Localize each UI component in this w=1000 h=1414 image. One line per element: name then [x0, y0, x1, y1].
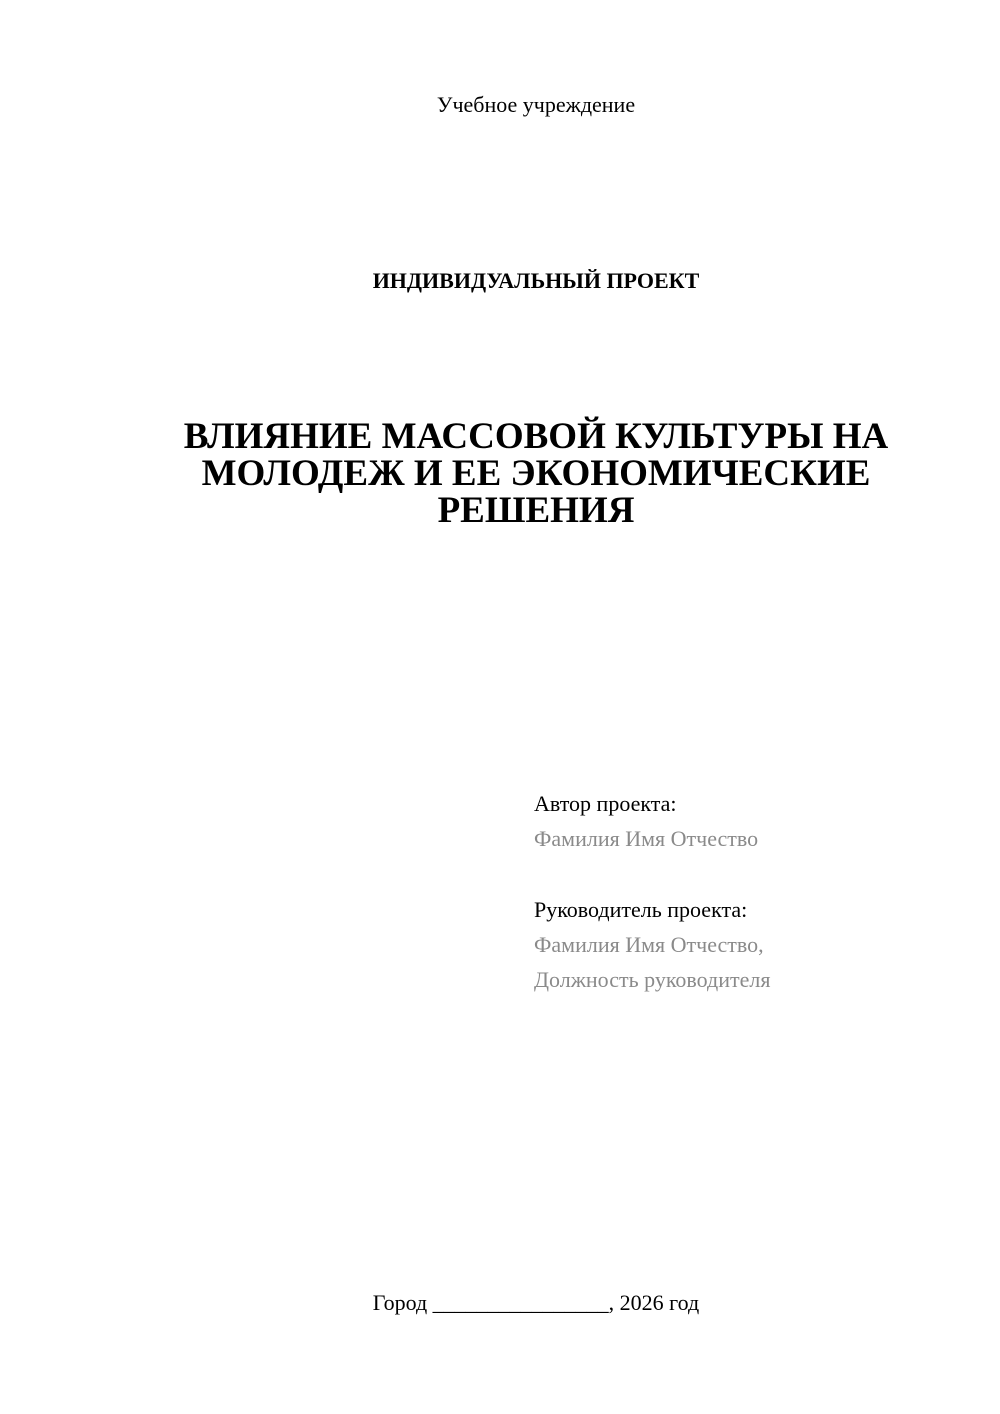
supervisor-name: Фамилия Имя Отчество, — [534, 932, 764, 957]
title-line-2: МОЛОДЕЖ И ЕЕ ЭКОНОМИЧЕСКИЕ — [201, 453, 871, 494]
author-name: Фамилия Имя Отчество — [534, 826, 759, 851]
document-title — [150, 418, 922, 529]
supervisor-label: Руководитель проекта: — [534, 897, 748, 922]
author-label: Автор проекта: — [534, 791, 677, 816]
supervisor-position: Должность руководителя — [534, 967, 771, 992]
title-line-3: РЕШЕНИЯ — [437, 490, 635, 531]
credits-block — [534, 786, 974, 997]
document-type: ИНДИВИДУАЛЬНЫЙ ПРОЕКТ — [372, 268, 700, 293]
city-year-line: Город ________________, 2026 год — [372, 1290, 700, 1315]
credits-spacer — [534, 856, 974, 892]
institution-name: Учебное учреждение — [436, 92, 636, 117]
title-line-1: ВЛИЯНИЕ МАССОВОЙ КУЛЬТУРЫ НА — [183, 416, 889, 457]
